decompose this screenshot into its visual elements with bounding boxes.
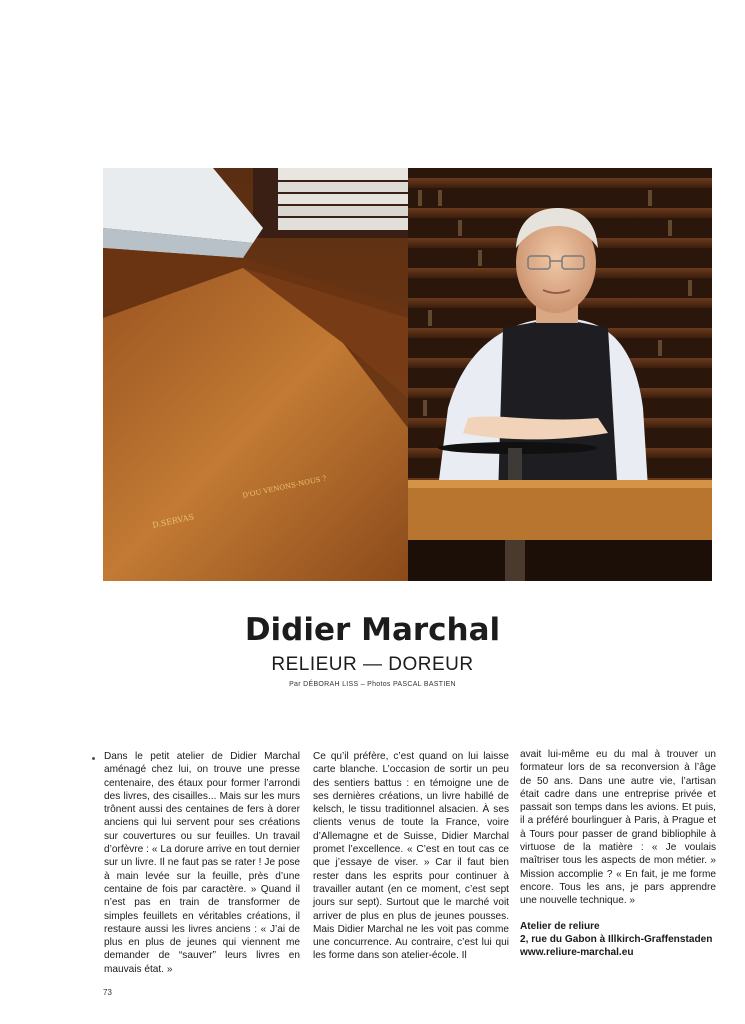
column-2-text: Ce qu’il préfère, c’est quand on lui laisse carte blanche. L’occasion de sortir un peu des sentiers battus : en témoigne une de ses dernières créations, un livre habillé de kelsch, le tissu traditionnel alsacien. À ses clients venus de toute la France, voire d’Allemagne et de Suisse, Didier Marchal promet l’excellence. « C’est en tout cas ce que j’essaye de viser. » Car il faut bien rester dans les esprits pour continuer à travailler autant (en ce moment, c’est sept jours sur sept). Surtout que le marché voit arriver de plus en plus de jeunes pousses. Mais Didier Marchal ne les voit pas comme une concurrence. Au contraire, c’est lui qui les forme dans son atelier-école. Il (313, 751, 509, 962)
article-subtitle: RELIEUR — DOREUR (271, 654, 474, 675)
title-block (0, 612, 745, 688)
leather-book-illustration (103, 168, 408, 581)
contact-name: Atelier de reliure (520, 920, 600, 932)
text-column-2 (313, 750, 509, 963)
text-column-1 (104, 750, 300, 976)
article-photo (103, 168, 712, 581)
photo-portrait (408, 168, 712, 581)
portrait-illustration (408, 168, 712, 581)
article-title: Didier Marchal (244, 612, 501, 648)
article-credit: Par DÉBORAH LISS – Photos PASCAL BASTIEN (289, 681, 456, 688)
contact-block (520, 920, 716, 960)
contact-website[interactable]: www.reliure-marchal.eu (520, 947, 634, 959)
photo-leather-book (103, 168, 408, 581)
page-number: 73 (103, 988, 112, 997)
contact-address: 2, rue du Gabon à Illkirch-Graffenstaden (520, 933, 713, 945)
column-3-text: avait lui-même eu du mal à trouver un formateur lors de sa reconversion à l’âge de 50 ans. Dans une autre vie, l’artisan était cadre dans une entreprise privée et passait son temps dans les avions. Et puis, il a préféré bourlinguer à Paris, à Prague et à Tours pour passer de grand bibliophile à virtuose de la matière : « Je voulais maîtriser tous les aspects de mon métier. » Mission accomplie ? « En fait, je me forme encore. Tous les ans, je pars apprendre une nouvelle technique. » (520, 749, 716, 907)
stamp-text-2: D'OU VENONS-NOUS ? (241, 474, 328, 500)
stamp-text-1: D.SERVAS (151, 512, 195, 530)
text-column-3 (520, 748, 716, 959)
column-1-text: Dans le petit atelier de Didier Marchal aménagé chez lui, on trouve une presse centenaire, des étaux pour former l’arrondi des livres, des cisailles... Mais sur les murs trônent aussi des centaines de fers à dorer anciens qui lui servent pour ses créations sur couvertures ou sur feuilles. Un travail d’orfèvre : « La dorure arrive en tout dernier sur un livre. Il ne faut pas se rater ! Je pose à main levée sur la feuille, près d’une centaine de fois par caractère. » Quand il n’est pas en train de transformer de simples feuillets en véritables créations, il restaure aussi les livres anciens : « J’ai de plus en plus de jeunes qui viennent me demander de “sauver” leurs livres en mauvais état. » (104, 751, 300, 975)
paragraph-bullet (92, 757, 95, 760)
